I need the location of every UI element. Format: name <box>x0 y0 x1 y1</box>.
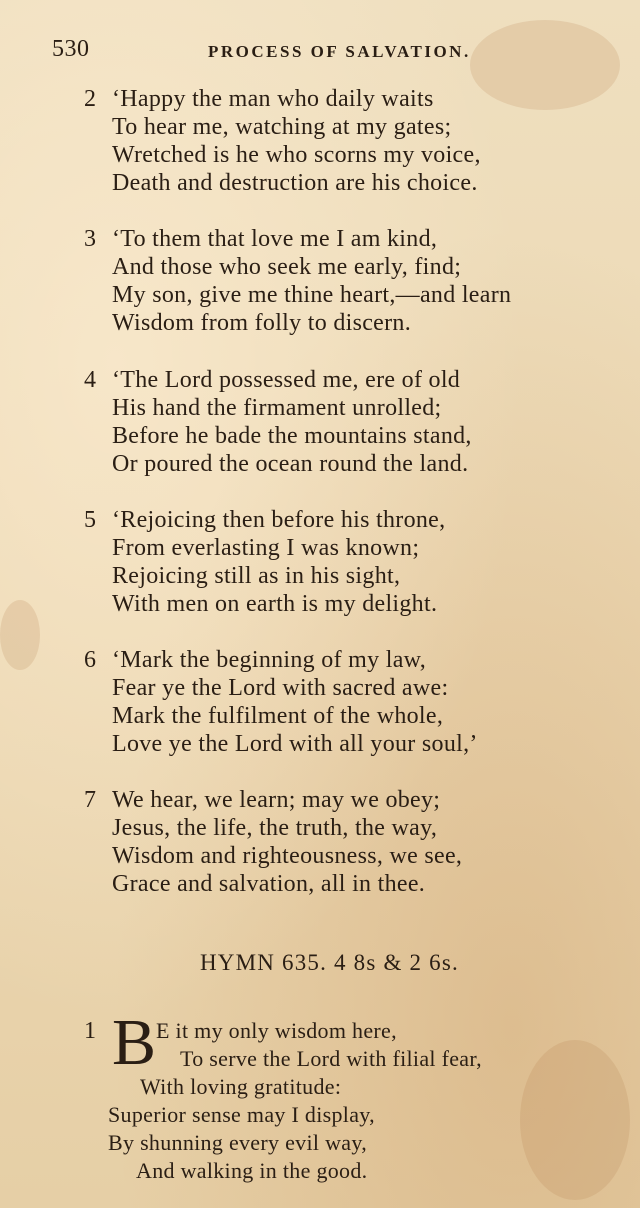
verse-line: Or poured the ocean round the land. <box>112 451 469 477</box>
verse-line: And walking in the good. <box>136 1158 368 1183</box>
verse-line: ‘Mark the beginning of my law, <box>112 647 427 673</box>
verse-line: ‘To them that love me I am kind, <box>112 226 438 252</box>
foxing-stain <box>0 600 40 670</box>
stanza-number: 6 <box>84 647 96 673</box>
verse-line: E it my only wisdom here, <box>156 1018 397 1043</box>
drop-cap: B <box>112 1006 157 1079</box>
verse-line: To serve the Lord with filial fear, <box>180 1046 482 1071</box>
verse-line: ‘Happy the man who daily waits <box>112 86 434 112</box>
stanza-number: 2 <box>84 86 96 112</box>
verse-line: Before he bade the mountains stand, <box>112 423 472 449</box>
verse-line: Death and destruction are his choice. <box>112 170 478 196</box>
verse-line: His hand the firmament unrolled; <box>112 395 442 421</box>
page-number: 530 <box>52 36 90 62</box>
verse-line: ‘Rejoicing then before his throne, <box>112 507 446 533</box>
foxing-stain <box>520 1040 630 1200</box>
running-head: PROCESS OF SALVATION. <box>208 42 471 61</box>
verse-line: With men on earth is my delight. <box>112 591 438 617</box>
verse-line: Mark the fulfilment of the whole, <box>112 703 444 729</box>
verse-line: Wretched is he who scorns my voice, <box>112 142 481 168</box>
stanza-number: 7 <box>84 787 96 813</box>
stanza-number: 1 <box>84 1018 96 1044</box>
stanza-number: 4 <box>84 367 96 393</box>
page-header <box>52 36 612 76</box>
verse-line: From everlasting I was known; <box>112 535 420 561</box>
verse-line: To hear me, watching at my gates; <box>112 114 452 140</box>
verse-line: ‘The Lord possessed me, ere of old <box>112 367 461 393</box>
stanza-number: 3 <box>84 226 96 252</box>
verse-line: My son, give me thine heart,—and learn <box>112 282 512 308</box>
verse-line: Superior sense may I display, <box>108 1102 375 1127</box>
verse-line: By shunning every evil way, <box>108 1130 368 1155</box>
verse-line: Grace and salvation, all in thee. <box>112 871 426 897</box>
verse-line: Wisdom and righteousness, we see, <box>112 843 463 869</box>
stanza-number: 5 <box>84 507 96 533</box>
hymn-title: HYMN 635. 4 8s & 2 6s. <box>200 950 459 975</box>
verse-line: And those who seek me early, find; <box>112 254 462 280</box>
verse-line: Rejoicing still as in his sight, <box>112 563 401 589</box>
verse-line: With loving gratitude: <box>140 1074 342 1099</box>
verse-line: Jesus, the life, the truth, the way, <box>112 815 438 841</box>
verse-line: We hear, we learn; may we obey; <box>112 787 441 813</box>
verse-line: Love ye the Lord with all your soul,’ <box>112 731 478 757</box>
verse-line: Wisdom from folly to discern. <box>112 310 412 336</box>
verse-line: Fear ye the Lord with sacred awe: <box>112 675 449 701</box>
